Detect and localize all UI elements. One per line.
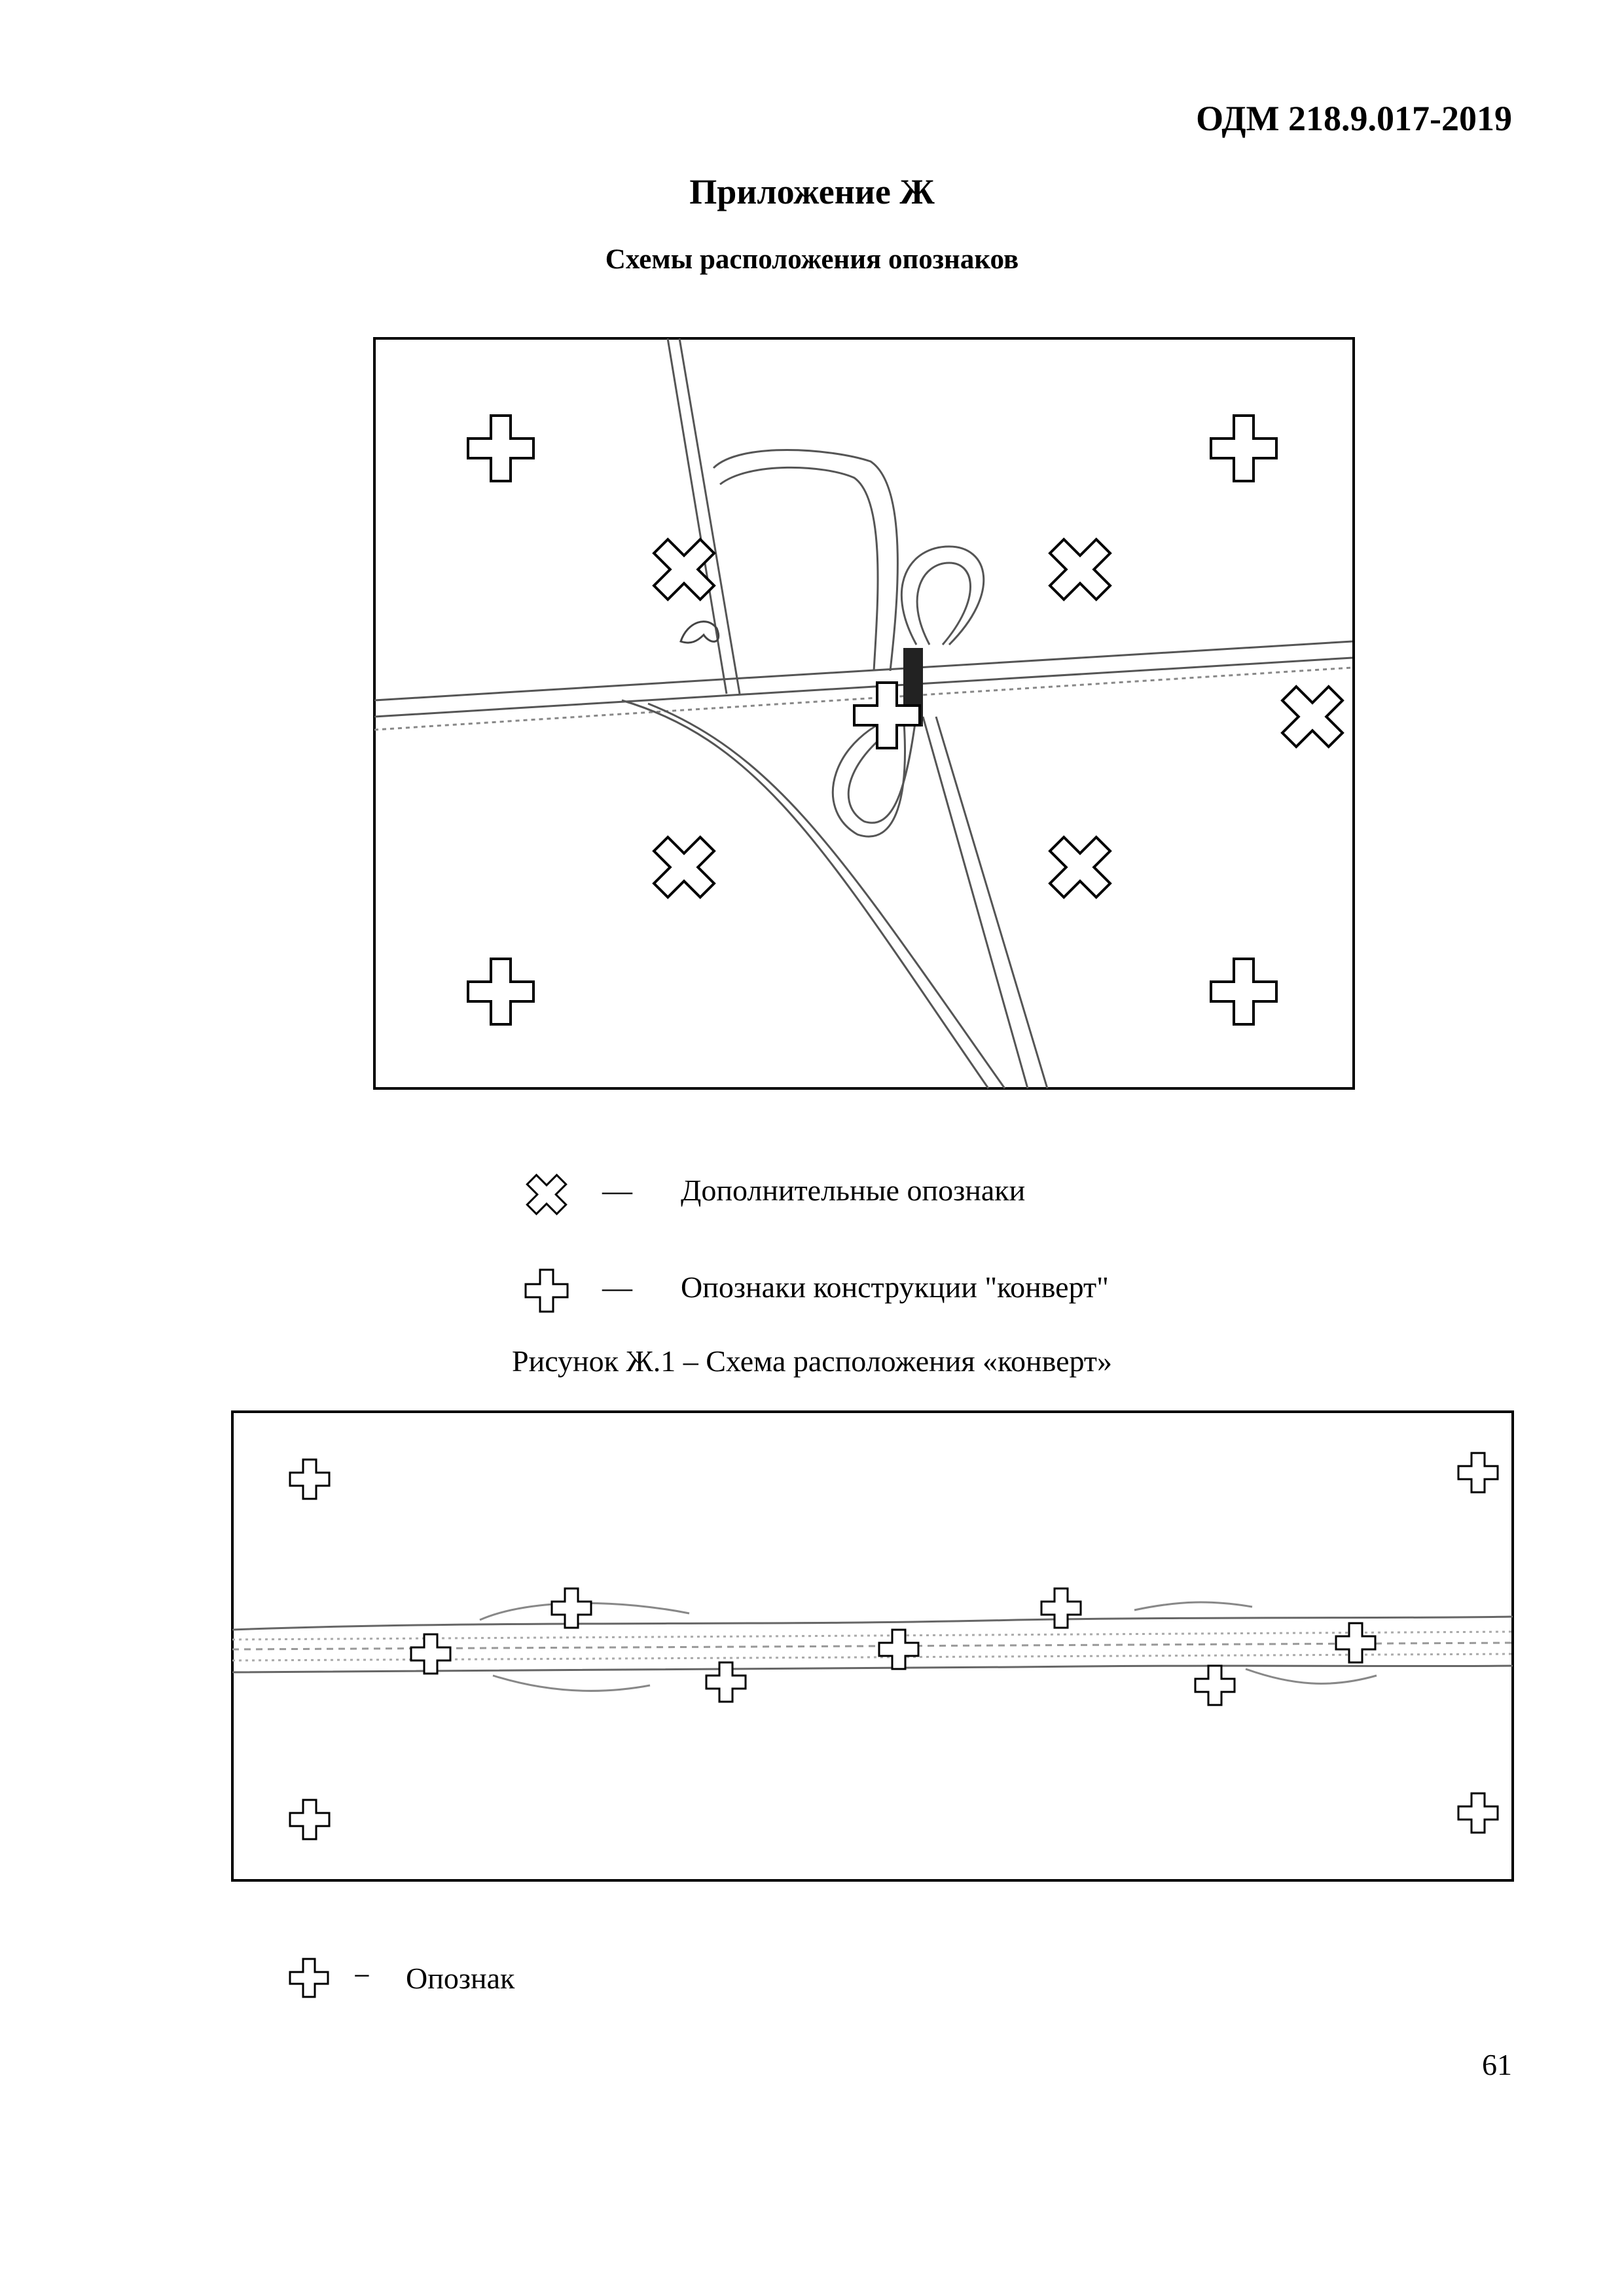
page-number: 61: [1482, 2048, 1512, 2081]
legend-dash: —: [602, 1270, 632, 1304]
appendix-title: Приложение Ж: [689, 172, 935, 211]
figure2-linear-scheme: [231, 1410, 1514, 1882]
document-code: ОДМ 218.9.017-2019: [1196, 99, 1512, 138]
legend-dash: −: [353, 1959, 370, 1992]
appendix-subtitle: Схемы расположения опознаков: [605, 244, 1019, 275]
x-marker-icon: [524, 1172, 569, 1217]
figure1-interchange-scheme: [373, 337, 1355, 1090]
cross-marker-icon: [524, 1268, 569, 1314]
legend-convert-markers: Опознаки конструкции "конверт": [681, 1270, 1109, 1304]
cross-marker-icon: [288, 1957, 330, 1999]
legend-additional-markers: Дополнительные опознаки: [681, 1174, 1026, 1207]
legend-dash: —: [602, 1174, 632, 1207]
legend-marker: Опознак: [406, 1962, 515, 1995]
figure1-caption: Рисунок Ж.1 – Схема расположения «конверт»: [512, 1344, 1112, 1378]
